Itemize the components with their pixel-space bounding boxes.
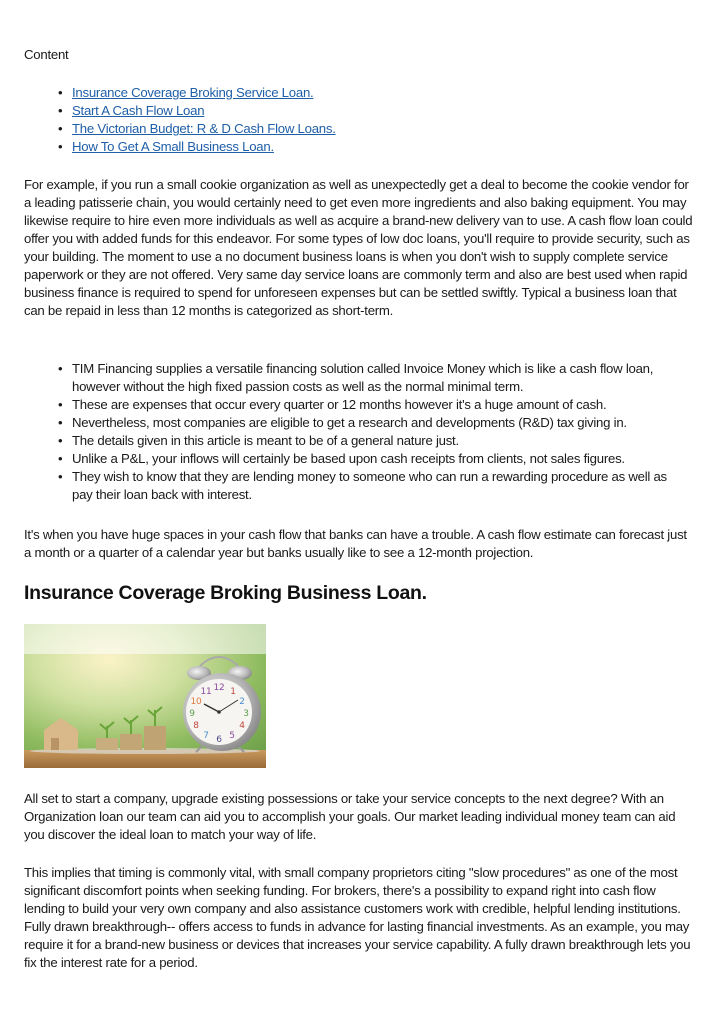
toc-title: Content [24, 47, 69, 62]
toc-link[interactable]: The Victorian Budget: R & D Cash Flow Loans. [72, 121, 336, 136]
toc-link[interactable]: Insurance Coverage Broking Service Loan. [72, 85, 314, 100]
svg-text:3: 3 [243, 709, 249, 719]
svg-text:1: 1 [230, 687, 236, 697]
bullet-item: • Unlike a P&L, your inflows will certainly be based upon cash receipts from clients, not sales figures. [58, 450, 688, 468]
bullet-item: • These are expenses that occur every quarter or 12 months however it's a huge amount of cash. [58, 396, 688, 414]
svg-text:5: 5 [229, 731, 235, 741]
bullet-item: • Nevertheless, most companies are eligible to get a research and developments (R&D) tax giving in. [58, 414, 688, 432]
svg-text:9: 9 [189, 709, 195, 719]
clock-coins-illustration [24, 624, 266, 768]
bullet-item: • They wish to know that they are lending money to someone who can run a rewarding procedure as well as pay their loan back with interest. [58, 468, 688, 504]
toc-item [58, 138, 336, 156]
bullet-list [58, 360, 688, 504]
paragraph-organization-loan: All set to start a company, upgrade existing possessions or take your service concepts to the next degree? With an Organization loan our team can aid you to accomplish your goals. Our market leading individual money team can aid you discover the ideal loan to match your way of life. [24, 791, 676, 842]
svg-text:11: 11 [200, 687, 212, 697]
svg-text:10: 10 [190, 697, 202, 707]
bullet-item: • TIM Financing supplies a versatile financing solution called Invoice Money which is like a cash flow loan, however without the high fixed passion costs as well as the normal minimal term. [58, 360, 688, 396]
table-of-contents [58, 84, 336, 156]
svg-text:12: 12 [213, 683, 225, 693]
toc-item [58, 102, 336, 120]
paragraph-intro: For example, if you run a small cookie organization as well as unexpectedly get a deal to become the cookie vendor for a leading patisserie chain, you would certainly need to get even more ingredients and also baking equipment. You may likewise require to hire even more individuals as well as acquire a brand-new delivery van to use. A cash flow loan could offer you with added funds for this endeavor. For some types of low doc loans, you'll require to provide security, such as your building. The moment to use a no document business loans is when you don't wish to supply complete service paperwork or they are not offered. Very same day service loans are commonly term and also are best used when rapid business finance is required to spend for unforeseen expenses but can be settled swiftly. Typical a business loan that can be repaid in less than 12 months is categorized as short-term. [24, 177, 693, 318]
paragraph-cash-flow: It's when you have huge spaces in your cash flow that banks can have a trouble. A cash flow estimate can forecast just a month or a quarter of a calendar year but banks usually like to see a 12-month projection. [24, 527, 687, 560]
svg-text:6: 6 [216, 735, 222, 745]
svg-text:7: 7 [203, 731, 209, 741]
svg-text:4: 4 [239, 721, 245, 731]
svg-text:2: 2 [239, 697, 245, 707]
toc-item [58, 84, 336, 102]
toc-link[interactable]: How To Get A Small Business Loan. [72, 139, 274, 154]
toc-item [58, 120, 336, 138]
toc-link[interactable]: Start A Cash Flow Loan [72, 103, 205, 118]
section-heading: Insurance Coverage Broking Business Loan. [24, 582, 427, 604]
bullet-item: • The details given in this article is meant to be of a general nature just. [58, 432, 688, 450]
svg-text:8: 8 [193, 721, 199, 731]
paragraph-timing: This implies that timing is commonly vital, with small company proprietors citing "slow procedures" as one of the most significant discomfort points when seeking funding. For brokers, there's a possibility to expand right into cash flow lending to build your very own company and also assistance customers work with credible, helpful lending institutions. Fully drawn breakthrough-- offers access to funds in advance for lasting financial investments. As an example, you may require it for a brand-new business or devices that increases your service capability. A fully drawn breakthrough lets you fix the interest rate for a period. [24, 865, 691, 970]
article-image [24, 624, 266, 768]
